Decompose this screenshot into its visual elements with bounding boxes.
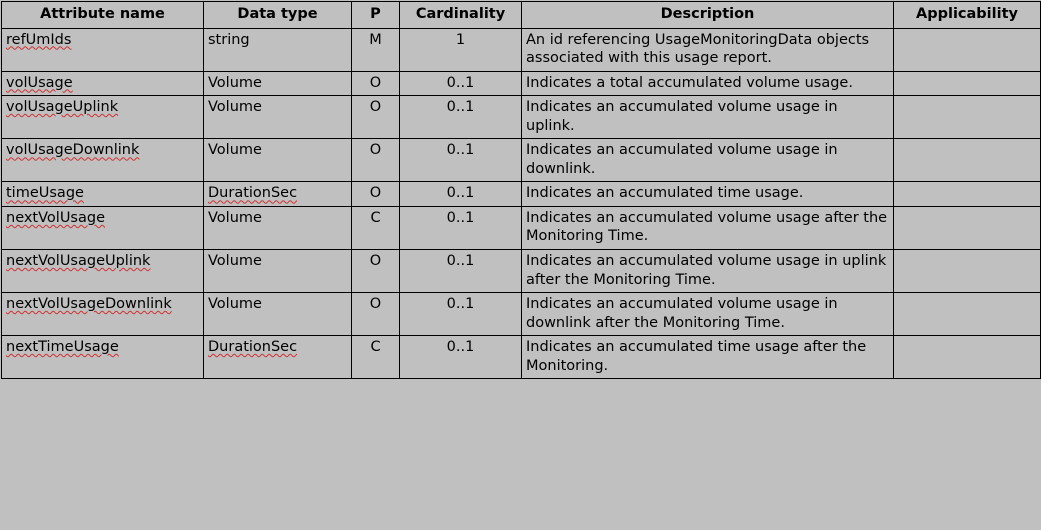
table-row bbox=[2, 139, 1041, 182]
cell-attribute-name: volUsage bbox=[2, 71, 204, 96]
cell-cardinality: 0..1 bbox=[400, 336, 522, 379]
cell-description: Indicates an accumulated time usage after the Monitoring. bbox=[522, 336, 894, 379]
cell-description: An id referencing UsageMonitoringData objects associated with this usage report. bbox=[522, 28, 894, 71]
cell-cardinality: 1 bbox=[400, 28, 522, 71]
cell-data-type: string bbox=[204, 28, 352, 71]
cell-description: Indicates a total accumulated volume usage. bbox=[522, 71, 894, 96]
cell-data-type: Volume bbox=[204, 71, 352, 96]
cell-description: Indicates an accumulated volume usage in downlink. bbox=[522, 139, 894, 182]
cell-applicability bbox=[894, 182, 1041, 207]
cell-p: O bbox=[352, 250, 400, 293]
cell-attribute-name: nextTimeUsage bbox=[2, 336, 204, 379]
cell-cardinality: 0..1 bbox=[400, 71, 522, 96]
cell-cardinality: 0..1 bbox=[400, 293, 522, 336]
cell-description: Indicates an accumulated volume usage in downlink after the Monitoring Time. bbox=[522, 293, 894, 336]
cell-attribute-name: volUsageUplink bbox=[2, 96, 204, 139]
column-header-applicability: Applicability bbox=[894, 2, 1041, 29]
cell-p: O bbox=[352, 96, 400, 139]
cell-cardinality: 0..1 bbox=[400, 182, 522, 207]
cell-p: O bbox=[352, 71, 400, 96]
cell-cardinality: 0..1 bbox=[400, 96, 522, 139]
column-header-description: Description bbox=[522, 2, 894, 29]
table-body bbox=[2, 28, 1041, 379]
cell-applicability bbox=[894, 71, 1041, 96]
cell-attribute-name: refUmIds bbox=[2, 28, 204, 71]
cell-data-type: Volume bbox=[204, 139, 352, 182]
cell-data-type: Volume bbox=[204, 206, 352, 249]
cell-attribute-name: timeUsage bbox=[2, 182, 204, 207]
cell-p: O bbox=[352, 182, 400, 207]
table-header-row bbox=[2, 2, 1041, 29]
cell-data-type: DurationSec bbox=[204, 336, 352, 379]
cell-cardinality: 0..1 bbox=[400, 250, 522, 293]
cell-cardinality: 0..1 bbox=[400, 206, 522, 249]
column-header-cardinality: Cardinality bbox=[400, 2, 522, 29]
cell-applicability bbox=[894, 293, 1041, 336]
table-row bbox=[2, 206, 1041, 249]
cell-applicability bbox=[894, 28, 1041, 71]
cell-data-type: DurationSec bbox=[204, 182, 352, 207]
cell-applicability bbox=[894, 96, 1041, 139]
cell-attribute-name: volUsageDownlink bbox=[2, 139, 204, 182]
column-header-p: P bbox=[352, 2, 400, 29]
cell-cardinality: 0..1 bbox=[400, 139, 522, 182]
cell-data-type: Volume bbox=[204, 250, 352, 293]
cell-p: M bbox=[352, 28, 400, 71]
table-row bbox=[2, 336, 1041, 379]
cell-p: C bbox=[352, 336, 400, 379]
cell-data-type: Volume bbox=[204, 293, 352, 336]
cell-description: Indicates an accumulated time usage. bbox=[522, 182, 894, 207]
table-row bbox=[2, 293, 1041, 336]
table-row bbox=[2, 28, 1041, 71]
cell-attribute-name: nextVolUsageUplink bbox=[2, 250, 204, 293]
cell-applicability bbox=[894, 206, 1041, 249]
cell-description: Indicates an accumulated volume usage in uplink after the Monitoring Time. bbox=[522, 250, 894, 293]
cell-data-type: Volume bbox=[204, 96, 352, 139]
attributes-table bbox=[1, 1, 1041, 379]
cell-attribute-name: nextVolUsageDownlink bbox=[2, 293, 204, 336]
table-row bbox=[2, 96, 1041, 139]
column-header-data-type: Data type bbox=[204, 2, 352, 29]
table-row bbox=[2, 71, 1041, 96]
table-row bbox=[2, 250, 1041, 293]
column-header-attribute-name: Attribute name bbox=[2, 2, 204, 29]
cell-applicability bbox=[894, 250, 1041, 293]
table-row bbox=[2, 182, 1041, 207]
cell-attribute-name: nextVolUsage bbox=[2, 206, 204, 249]
cell-applicability bbox=[894, 139, 1041, 182]
cell-applicability bbox=[894, 336, 1041, 379]
cell-p: O bbox=[352, 139, 400, 182]
cell-p: C bbox=[352, 206, 400, 249]
cell-p: O bbox=[352, 293, 400, 336]
cell-description: Indicates an accumulated volume usage in uplink. bbox=[522, 96, 894, 139]
cell-description: Indicates an accumulated volume usage after the Monitoring Time. bbox=[522, 206, 894, 249]
